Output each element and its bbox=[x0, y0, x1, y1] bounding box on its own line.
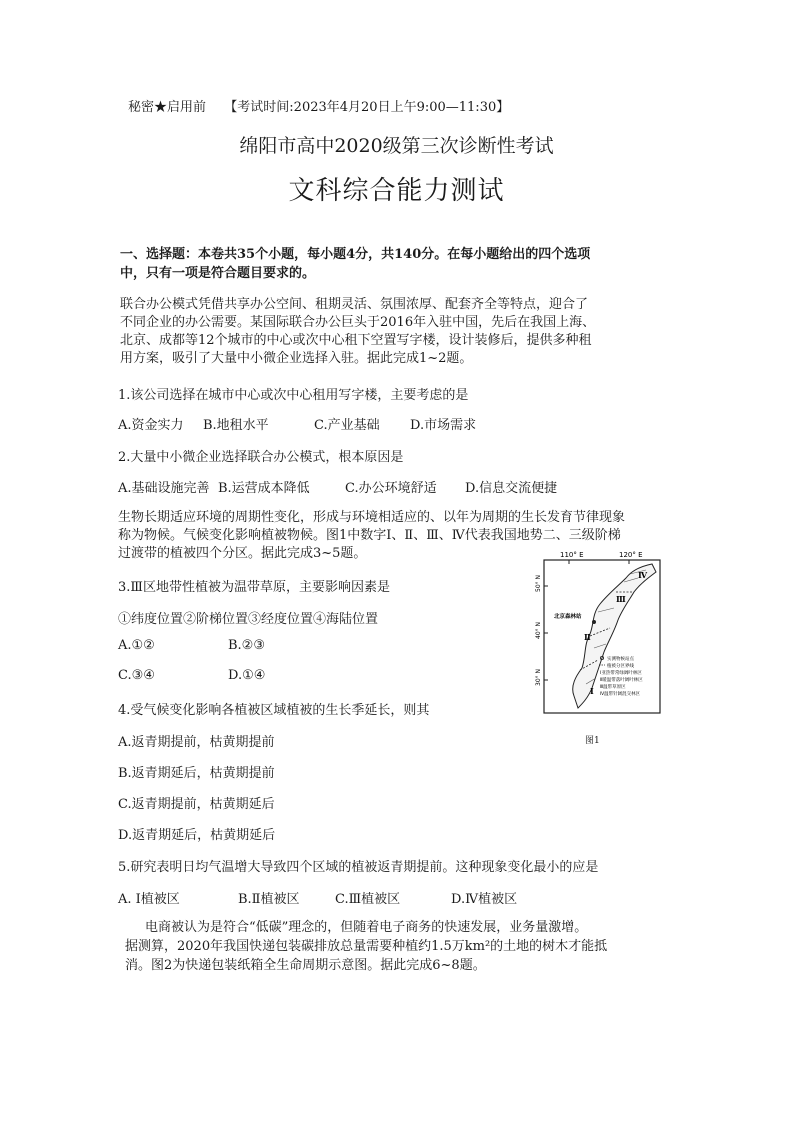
question-3-option-a: A.①② bbox=[118, 638, 155, 653]
question-2-option-b: B.运营成本降低 bbox=[218, 481, 310, 496]
exam-time: 【考试时间:2023年4月20日上午9:00—11:30】 bbox=[224, 100, 510, 115]
question-2-option-c: C.办公环境舒适 bbox=[345, 481, 437, 496]
region-label: Ⅲ bbox=[616, 594, 626, 604]
station-marker bbox=[592, 620, 596, 624]
question-2-stem: 2.大量中小微企业选择联合办公模式，根本原因是 bbox=[118, 450, 404, 465]
question-5-option-c: C.Ⅲ植被区 bbox=[335, 892, 401, 907]
question-4-option-a: A.返青期提前，枯黄期提前 bbox=[118, 735, 275, 750]
passage3-line: 消。图2为快递包装纸箱全生命周期示意图。据此完成6~8题。 bbox=[125, 958, 486, 973]
legend-item: 植被分区界线 bbox=[607, 664, 634, 669]
question-5-stem: 5.研究表明日均气温增大导致四个区域的植被返青期提前。这种现象变化最小的应是 bbox=[118, 860, 599, 875]
question-5-option-d: D.Ⅳ植被区 bbox=[451, 892, 518, 907]
lat-label: 30° N bbox=[535, 668, 542, 686]
passage1-line: 北京、成都等12个城市的中心或次中心租下空置写字楼，设计装修后，提供多种租 bbox=[120, 333, 592, 348]
lat-label: 50° N bbox=[535, 574, 542, 592]
question-1-stem: 1.该公司选择在城市中心或次中心租用写字楼，主要考虑的是 bbox=[118, 388, 469, 403]
legend-item: Ⅱ暖温带落叶阔叶林区 bbox=[600, 678, 643, 683]
question-2-option-d: D.信息交流便捷 bbox=[465, 481, 558, 496]
exam-subtitle: 文科综合能力测试 bbox=[288, 176, 505, 206]
question-4-option-c: C.返青期提前，枯黄期延后 bbox=[118, 797, 275, 812]
passage1-line: 用方案，吸引了大量中小微企业选择入驻。据此完成1~2题。 bbox=[120, 351, 473, 366]
question-3-factors: ①纬度位置②阶梯位置③经度位置④海陆位置 bbox=[118, 612, 379, 627]
region-label: Ⅰ bbox=[590, 686, 594, 696]
question-1-option-b: B.地租水平 bbox=[203, 418, 269, 433]
passage3-line: 据测算，2020年我国快递包装碳排放总量需要种植约1.5万km²的土地的树木才能抵 bbox=[125, 939, 608, 954]
question-5-option-a: A. Ⅰ植被区 bbox=[118, 892, 180, 907]
passage3-line: 电商被认为是符合“低碳”理念的，但随着电子商务的快速发展，业务量激增。 bbox=[145, 920, 588, 935]
legend-item: 实测物候站点 bbox=[607, 657, 634, 662]
secret-label: 秘密★启用前 bbox=[128, 100, 207, 115]
passage2-line: 过渡带的植被四个分区。据此完成3~5题。 bbox=[118, 546, 367, 561]
passage2-line: 称为物候。气候变化影响植被物候。图1中数字Ⅰ、Ⅱ、Ⅲ、Ⅳ代表我国地势二、三级阶梯 bbox=[118, 528, 621, 543]
question-5-option-b: B.Ⅱ植被区 bbox=[238, 892, 300, 907]
exam-header bbox=[128, 96, 509, 115]
passage1-line: 不同企业的办公需要。某国际联合办公巨头于2016年入驻中国，先后在我国上海、 bbox=[120, 315, 596, 330]
passage2-line: 生物长期适应环境的周期性变化，形成与环境相适应的、以年为周期的生长发育节律现象 bbox=[118, 510, 626, 525]
region-label: Ⅳ bbox=[638, 570, 648, 580]
question-3-option-d: D.①④ bbox=[228, 668, 266, 683]
legend-item: Ⅰ亚热带常绿阔叶林区 bbox=[600, 671, 642, 676]
lon-label: 110° E bbox=[560, 551, 584, 559]
passage1-line: 联合办公模式凭借共享办公空间、租期灵活、氛围浓厚、配套齐全等特点，迎合了 bbox=[120, 297, 589, 312]
region-label: Ⅱ bbox=[584, 632, 591, 642]
legend-item: Ⅳ温带针阔混交林区 bbox=[600, 692, 641, 697]
question-1-option-c: C.产业基础 bbox=[314, 418, 380, 433]
figure-1-map bbox=[534, 548, 664, 740]
vegetation-zone-map bbox=[534, 548, 664, 740]
section-heading-line2: 中，只有一项是符合题目要求的。 bbox=[120, 266, 316, 281]
question-4-option-b: B.返青期延后，枯黄期提前 bbox=[118, 766, 275, 781]
question-3-option-c: C.③④ bbox=[118, 668, 155, 683]
question-3-option-b: B.②③ bbox=[228, 638, 265, 653]
question-2-option-a: A.基础设施完善 bbox=[118, 481, 210, 496]
legend-item: Ⅲ温带草原区 bbox=[600, 685, 626, 690]
exam-title: 绵阳市高中2020级第三次诊断性考试 bbox=[239, 135, 554, 157]
question-1-option-d: D.市场需求 bbox=[410, 418, 477, 433]
question-1-option-a: A.资金实力 bbox=[118, 418, 184, 433]
question-3-stem: 3.Ⅲ区地带性植被为温带草原，主要影响因素是 bbox=[118, 580, 390, 595]
lat-label: 40° N bbox=[535, 621, 542, 639]
question-4-option-d: D.返青期延后，枯黄期延后 bbox=[118, 828, 276, 843]
question-4-stem: 4.受气候变化影响各植被区域植被的生长季延长，则其 bbox=[118, 703, 430, 718]
city-label: 北京森林站 bbox=[554, 614, 582, 620]
map-legend bbox=[599, 655, 643, 697]
section-heading-line1: 一、选择题：本卷共35个小题，每小题4分，共140分。在每小题给出的四个选项 bbox=[120, 247, 591, 262]
lon-label: 120° E bbox=[619, 551, 643, 559]
figure-1-caption: 图1 bbox=[585, 736, 600, 746]
